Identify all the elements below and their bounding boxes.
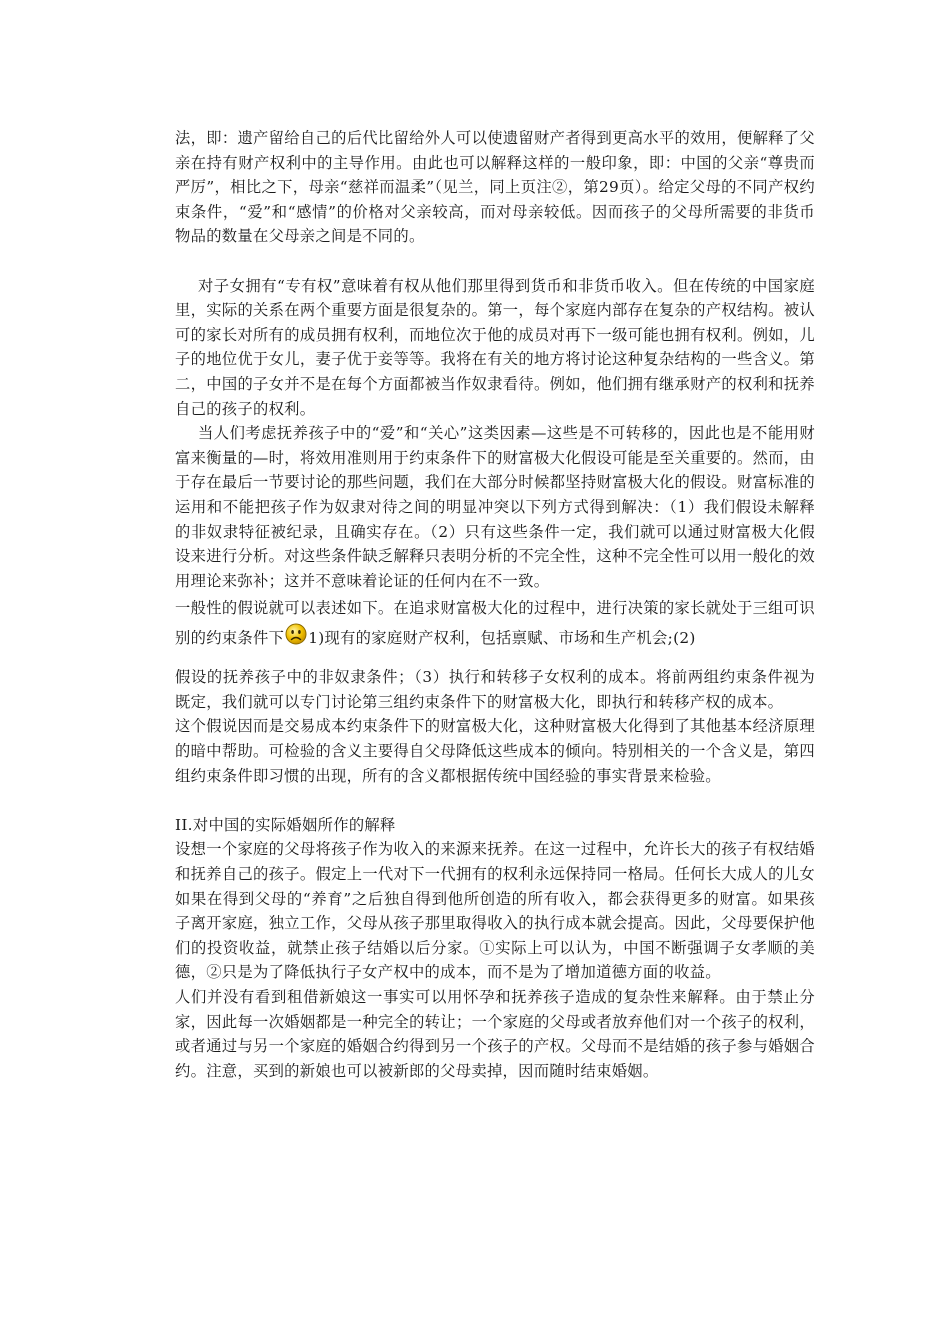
document-page <box>175 126 815 1083</box>
frowning-face-icon <box>285 623 307 645</box>
paragraph-4-text-a: 一般性的假说就可以表述如下。在追求财富极大化的过程中，进行决策的家长就处于三组可识别的约束条件下 <box>175 599 815 648</box>
paragraph-spacer <box>175 788 815 813</box>
paragraph-1: 法，即：遗产留给自己的后代比留给外人可以使遗留财产者得到更高水平的效用，便解释了父亲在持有财产权利中的主导作用。由此也可以解释这样的一般印象，即：中国的父亲“尊贵而严厉”，相比之下，母亲“慈祥而温柔”（见兰，同上页注②，第29页）。给定父母的不同产权约束条件，“爱”和“感情”的价格对父亲较高，而对母亲较低。因而孩子的父母所需要的非货币物品的数量在父母亲之间是不同的。 <box>175 129 815 246</box>
paragraph-spacer <box>175 653 815 665</box>
paragraph-4 <box>175 593 815 653</box>
paragraph-4-text-b: 1)现有的家庭财产权利，包括禀赋、市场和生产机会;(2) <box>308 629 696 648</box>
paragraph-spacer <box>175 249 815 274</box>
paragraph-6: 这个假说因而是交易成本约束条件下的财富极大化，这种财富极大化得到了其他基本经济原理的暗中帮助。可检验的含义主要得自父母降低这些成本的倾向。特别相关的一个含义是，第四组约束条件即习惯的出现，所有的含义都根据传统中国经验的事实背景来检验。 <box>175 717 815 785</box>
paragraph-8: 人们并没有看到租借新娘这一事实可以用怀孕和抚养孩子造成的复杂性来解释。由于禁止分家，因此每一次婚姻都是一种完全的转让；一个家庭的父母或者放弃他们对一个孩子的权利，或者通过与另一个家庭的婚姻合约得到另一个孩子的产权。父母而不是结婚的孩子参与婚姻合约。注意，买到的新娘也可以被新郎的父母卖掉，因而随时结束婚姻。 <box>175 988 815 1080</box>
paragraph-2: 对子女拥有“专有权”意味着有权从他们那里得到货币和非货币收入。但在传统的中国家庭里，实际的关系在两个重要方面是很复杂的。第一，每个家庭内部存在复杂的产权结构。被认可的家长对所有的成员拥有权利，而地位次于他的成员对再下一级可能也拥有权利。例如，儿子的地位优于女儿，妻子优于妾等等。我将在有关的地方将讨论这种复杂结构的一些含义。第二，中国的子女并不是在每个方面都被当作奴隶看待。例如，他们拥有继承财产的权利和抚养自己的孩子的权利。 <box>175 276 815 418</box>
paragraph-5: 假设的抚养孩子中的非奴隶条件；（3）执行和转移子女权利的成本。将前两组约束条件视为既定，我们就可以专门讨论第三组约束条件下的财富极大化，即执行和转移产权的成本。 <box>175 668 815 711</box>
paragraph-7: 设想一个家庭的父母将孩子作为收入的来源来抚养。在这一过程中，允许长大的孩子有权结婚和抚养自己的孩子。假定上一代对下一代拥有的权利永远保持同一格局。任何长大成人的儿女如果在得到父母的“养育”之后独自得到他所创造的所有收入，都会获得更多的财富。如果孩子离开家庭，独立工作，父母从孩子那里取得收入的执行成本就会提高。因此，父母要保护他们的投资收益，就禁止孩子结婚以后分家。①实际上可以认为，中国不断强调子女孝顺的美德，②只是为了降低执行子女产权中的成本，而不是为了增加道德方面的收益。 <box>175 840 815 982</box>
paragraph-3: 当人们考虑抚养孩子中的“爱”和“关心”这类因素—这些是不可转移的，因此也是不能用财富来衡量的—时，将效用准则用于约束条件下的财富极大化假设可能是至关重要的。然而，由于存在最后一节要讨论的那些问题，我们在大部分时候都坚持财富极大化的假设。财富标准的运用和不能把孩子作为奴隶对待之间的明显冲突以下列方式得到解决：（1）我们假设未解释的非奴隶特征被纪录，且确实存在。（2）只有这些条件一定，我们就可以通过财富极大化假设来进行分析。对这些条件缺乏解释只表明分析的不完全性，这种不完全性可以用一般化的效用理论来弥补；这并不意味着论证的任何内在不一致。 <box>175 424 815 590</box>
section-heading: II.对中国的实际婚姻所作的解释 <box>175 815 396 834</box>
